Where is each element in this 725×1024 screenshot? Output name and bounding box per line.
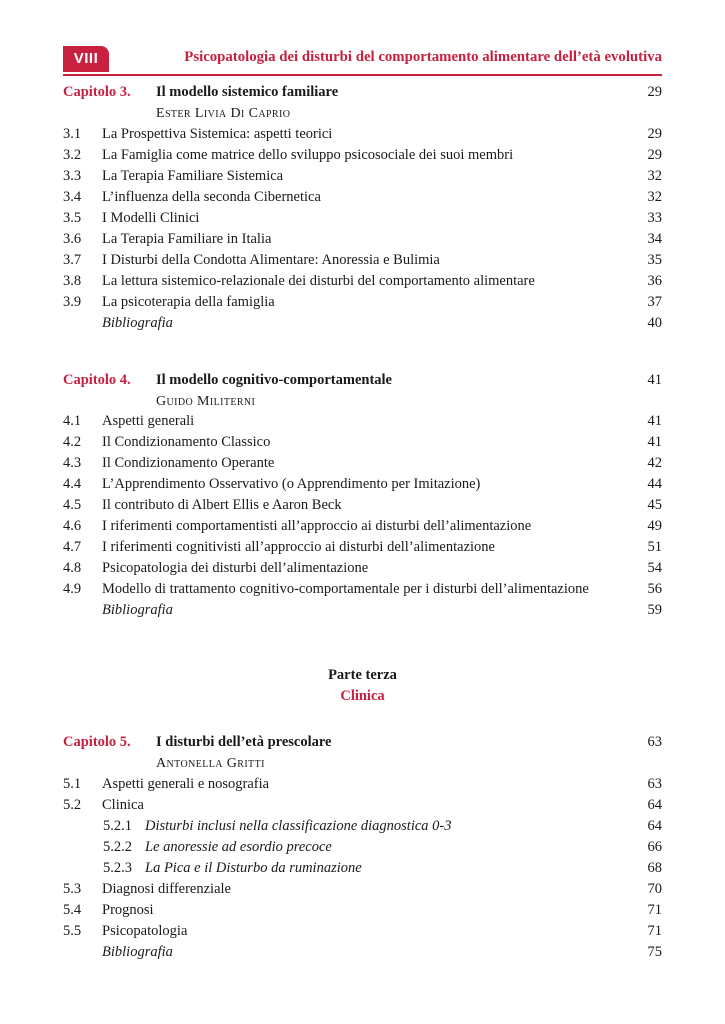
page-number: 40 xyxy=(647,315,662,331)
page-number: 32 xyxy=(647,189,662,205)
section-title: La Terapia Familiare in Italia xyxy=(102,231,272,247)
section-number: 4.4 xyxy=(63,476,82,492)
toc-entry-bibliography[interactable] xyxy=(63,942,662,963)
page-number: 75 xyxy=(647,944,662,960)
subsection-title: La Pica e il Disturbo da ruminazione xyxy=(145,860,362,876)
chapter-author: Antonella Gritti xyxy=(156,756,265,771)
page-number: 59 xyxy=(647,602,662,618)
header-rule xyxy=(63,74,662,76)
page-number: 64 xyxy=(647,818,662,834)
toc-entry[interactable] xyxy=(63,229,662,250)
toc-entry[interactable] xyxy=(63,166,662,187)
toc-subentry[interactable] xyxy=(63,837,662,858)
page-number: 51 xyxy=(647,539,662,555)
page-number: 63 xyxy=(647,776,662,792)
toc-entry[interactable] xyxy=(63,250,662,271)
chapter-title: Il modello cognitivo-comportamentale xyxy=(156,372,392,388)
subsection-number: 5.2.2 xyxy=(103,839,132,855)
toc-entry[interactable] xyxy=(63,432,662,453)
toc-entry-bibliography[interactable] xyxy=(63,313,662,334)
page-number: 71 xyxy=(647,923,662,939)
chapter-3-heading[interactable] xyxy=(63,82,662,103)
page-number: 41 xyxy=(647,413,662,429)
section-title: L’Apprendimento Osservativo (o Apprendimento per Imitazione) xyxy=(102,476,481,492)
section-number: 4.7 xyxy=(63,539,82,555)
section-number: 5.1 xyxy=(63,776,82,792)
section-title: Modello di trattamento cognitivo-comportamentale per i disturbi dell’alimentazione xyxy=(102,581,589,597)
section-number: 4.2 xyxy=(63,434,82,450)
subsection-title: Le anoressie ad esordio precoce xyxy=(145,839,332,855)
page-number: 29 xyxy=(647,147,662,163)
section-title: Clinica xyxy=(102,797,144,813)
toc-entry[interactable] xyxy=(63,900,662,921)
toc-entry[interactable] xyxy=(63,558,662,579)
subsection-number: 5.2.3 xyxy=(103,860,132,876)
section-number: 5.5 xyxy=(63,923,82,939)
bibliography-title: Bibliografia xyxy=(102,315,173,331)
page-number: 49 xyxy=(647,518,662,534)
bibliography-title: Bibliografia xyxy=(102,602,173,618)
page-number: 66 xyxy=(647,839,662,855)
toc-entry[interactable] xyxy=(63,187,662,208)
running-header xyxy=(63,46,662,72)
section-title: Il contributo di Albert Ellis e Aaron Beck xyxy=(102,497,342,513)
section-number: 4.3 xyxy=(63,455,82,471)
chapter-author: Ester Livia Di Caprio xyxy=(156,106,291,121)
page-number: 63 xyxy=(647,734,662,750)
section-number: 3.5 xyxy=(63,210,82,226)
section-number: 3.9 xyxy=(63,294,82,310)
section-number: 5.3 xyxy=(63,881,82,897)
page-number: 64 xyxy=(647,797,662,813)
section-number: 3.8 xyxy=(63,273,82,289)
toc-entry[interactable] xyxy=(63,474,662,495)
page-number: 54 xyxy=(647,560,662,576)
toc-entry[interactable] xyxy=(63,495,662,516)
page-number: 32 xyxy=(647,168,662,184)
chapter-label: Capitolo 5. xyxy=(63,734,131,750)
page-number: 37 xyxy=(647,294,662,310)
section-number: 4.5 xyxy=(63,497,82,513)
section-title: I riferimenti comportamentisti all’approccio ai disturbi dell’alimentazione xyxy=(102,518,532,534)
section-title: Prognosi xyxy=(102,902,154,918)
page-number: 36 xyxy=(647,273,662,289)
section-title: Il Condizionamento Classico xyxy=(102,434,271,450)
section-title: I riferimenti cognitivisti all’approccio ai disturbi dell’alimentazione xyxy=(102,539,495,555)
subsection-number: 5.2.1 xyxy=(103,818,132,834)
section-title: Psicopatologia dei disturbi dell’alimentazione xyxy=(102,560,369,576)
section-title: Diagnosi differenziale xyxy=(102,881,231,897)
section-number: 4.9 xyxy=(63,581,82,597)
section-number: 5.4 xyxy=(63,902,82,918)
page-number: 41 xyxy=(647,372,662,388)
chapter-label: Capitolo 3. xyxy=(63,84,131,100)
section-title: La Famiglia come matrice dello sviluppo psicosociale dei suoi membri xyxy=(102,147,514,163)
section-title: I Modelli Clinici xyxy=(102,210,200,226)
toc-entry[interactable] xyxy=(63,271,662,292)
toc-subentry[interactable] xyxy=(63,858,662,879)
toc-entry[interactable] xyxy=(63,292,662,313)
section-title: Il Condizionamento Operante xyxy=(102,455,275,471)
section-number: 3.4 xyxy=(63,189,82,205)
section-title: La Terapia Familiare Sistemica xyxy=(102,168,284,184)
page-number: 34 xyxy=(647,231,662,247)
section-number: 4.8 xyxy=(63,560,82,576)
toc-entry[interactable] xyxy=(63,879,662,900)
chapter-5-heading[interactable] xyxy=(63,732,662,753)
section-title: La Prospettiva Sistemica: aspetti teorici xyxy=(102,126,333,142)
toc-entry[interactable] xyxy=(63,774,662,795)
bibliography-title: Bibliografia xyxy=(102,944,173,960)
section-title: L’influenza della seconda Cibernetica xyxy=(102,189,321,205)
section-title: Psicopatologia xyxy=(102,923,188,939)
toc-entry[interactable] xyxy=(63,453,662,474)
toc-entry[interactable] xyxy=(63,921,662,942)
section-number: 3.6 xyxy=(63,231,82,247)
toc-entry[interactable] xyxy=(63,537,662,558)
chapter-author: Guido Militerni xyxy=(156,394,256,409)
page-number: 42 xyxy=(647,455,662,471)
toc-entry[interactable] xyxy=(63,124,662,145)
toc-subentry[interactable] xyxy=(63,816,662,837)
page-number: 29 xyxy=(647,84,662,100)
page-number: 35 xyxy=(647,252,662,268)
section-title: I Disturbi della Condotta Alimentare: Anoressia e Bulimia xyxy=(102,252,440,268)
section-number: 3.2 xyxy=(63,147,82,163)
page-number: 44 xyxy=(647,476,662,492)
page-number: 71 xyxy=(647,902,662,918)
chapter-title: Il modello sistemico familiare xyxy=(156,84,339,100)
toc-entry[interactable] xyxy=(63,795,662,816)
toc-entry-bibliography[interactable] xyxy=(63,600,662,621)
section-title: Aspetti generali e nosografia xyxy=(102,776,270,792)
part-name: Clinica xyxy=(340,688,385,704)
subsection-title: Disturbi inclusi nella classificazione diagnostica 0-3 xyxy=(145,818,452,834)
section-number: 3.3 xyxy=(63,168,82,184)
toc-entry[interactable] xyxy=(63,208,662,229)
page-number: 56 xyxy=(647,581,662,597)
toc-entry[interactable] xyxy=(63,516,662,537)
running-title: Psicopatologia dei disturbi del comportamento alimentare dell’età evolutiva xyxy=(184,49,662,65)
toc-entry[interactable] xyxy=(63,411,662,432)
page-number: 70 xyxy=(647,881,662,897)
toc-entry[interactable] xyxy=(63,145,662,166)
chapter-label: Capitolo 4. xyxy=(63,372,131,388)
page-number: 29 xyxy=(647,126,662,142)
toc-entry[interactable] xyxy=(63,579,662,600)
section-number: 5.2 xyxy=(63,797,82,813)
page-number-badge: VIII xyxy=(63,46,109,72)
section-title: La psicoterapia della famiglia xyxy=(102,294,275,310)
section-number: 3.7 xyxy=(63,252,82,268)
page-number: 33 xyxy=(647,210,662,226)
part-label: Parte terza xyxy=(328,667,397,683)
section-number: 3.1 xyxy=(63,126,82,142)
chapter-4-heading[interactable] xyxy=(63,370,662,391)
section-number: 4.1 xyxy=(63,413,82,429)
section-title: La lettura sistemico-relazionale dei disturbi del comportamento alimentare xyxy=(102,273,535,289)
section-number: 4.6 xyxy=(63,518,82,534)
page-number: 68 xyxy=(647,860,662,876)
page-number: 41 xyxy=(647,434,662,450)
section-title: Aspetti generali xyxy=(102,413,195,429)
page-number: 45 xyxy=(647,497,662,513)
chapter-title: I disturbi dell’età prescolare xyxy=(156,734,332,750)
